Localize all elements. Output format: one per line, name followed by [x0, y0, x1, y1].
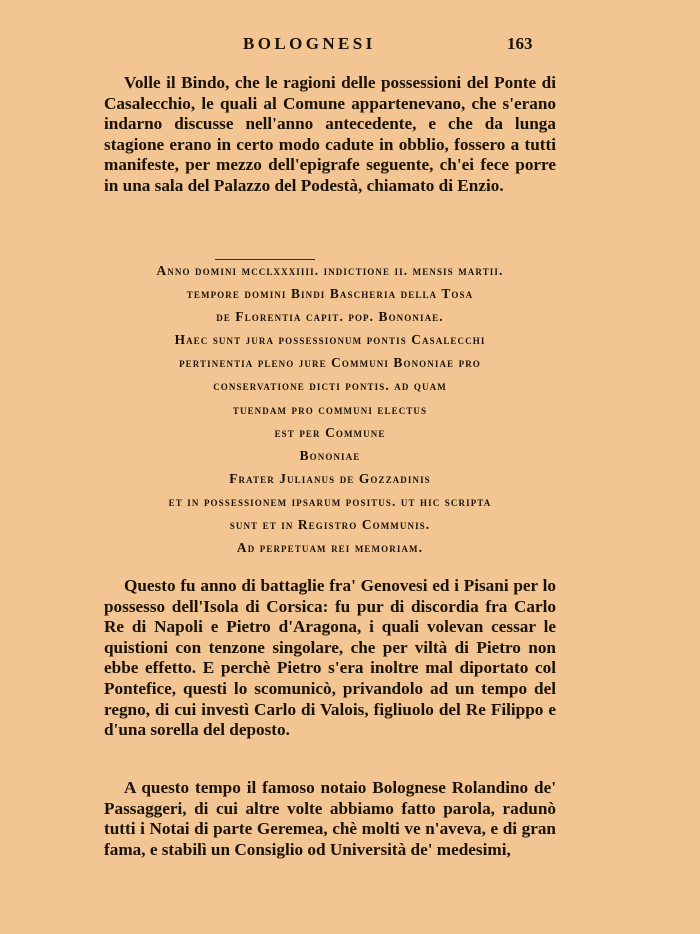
inscription-line: Bononiae [299, 447, 361, 463]
inscription-line: est per Commune [274, 424, 386, 440]
inscription-line: conservatione dicti pontis. ad quam [213, 378, 447, 394]
paragraph-1-text: Volle il Bindo, che le ragioni delle possessioni del Ponte di Casalecchio, le quali al Comune appartenevano, che s'erano indarno discusse nell'anno antecedente, e che da lunga stagione erano in certo modo cadute in obblio, fossero a tutti manifeste, per mezzo dell'epigrafe seguente, ch'ei fece porre in una sala del Palazzo del Podestà, chiamato di Enzio. [104, 73, 556, 195]
paragraph-3 [104, 778, 556, 860]
inscription-line: tuendam pro communi electus [232, 401, 428, 417]
inscription-line: Haec sunt jura possessionum pontis Casalecchi [174, 332, 486, 348]
inscription-line: Ad perpetuam rei memoriam. [236, 540, 424, 556]
inscription-line: et in possessionem ipsarum positus. ut hic scripta [168, 493, 492, 509]
paragraph-3-text: A questo tempo il famoso notaio Bolognese Rolandino de' Passaggeri, di cui altre volte abbiamo fatto parola, radunò tutti i Notai di parte Geremea, chè molti ve n'aveva, e di gran fama, e stabilì un Consiglio od Università de' medesimi, [104, 778, 556, 859]
running-title: BOLOGNESI [243, 34, 376, 53]
inscription-line: Frater Julianus de Gozzadinis [229, 470, 431, 486]
paragraph-2 [104, 576, 556, 741]
inscription-line: sunt et in Registro Communis. [229, 517, 431, 533]
paragraph-2-text: Questo fu anno di battaglie fra' Genovesi ed i Pisani per lo possesso dell'Isola di Corsica: fu pur di discordia fra Carlo Re di Napoli e Pietro d'Aragona, i quali volevan cessar le quistioni con tenzone singolare, che per viltà di Pietro non ebbe effetto. E perchè Pietro s'era inoltre mal diportato col Pontefice, questi lo scomunicò, privandolo ad un tempo del regno, di cui investì Carlo di Valois, figliuolo del Re Filippo e d'una sorella del deposto. [104, 576, 556, 740]
inscription-line: Anno domini mcclxxxiiii. indictione ii. mensis martii. [156, 263, 504, 278]
inscription-line: de Florentia capit. pop. Bononiae. [216, 309, 444, 325]
inscription-line: tempore domini Bindi Bascheria della Tosa [186, 286, 474, 302]
paragraph-1 [104, 73, 556, 197]
inscription-block [100, 259, 560, 559]
page-header [0, 34, 700, 58]
inscription-line: pertinentia pleno jure Communi Bononiae pro [179, 355, 481, 371]
page-number: 163 [507, 34, 533, 53]
